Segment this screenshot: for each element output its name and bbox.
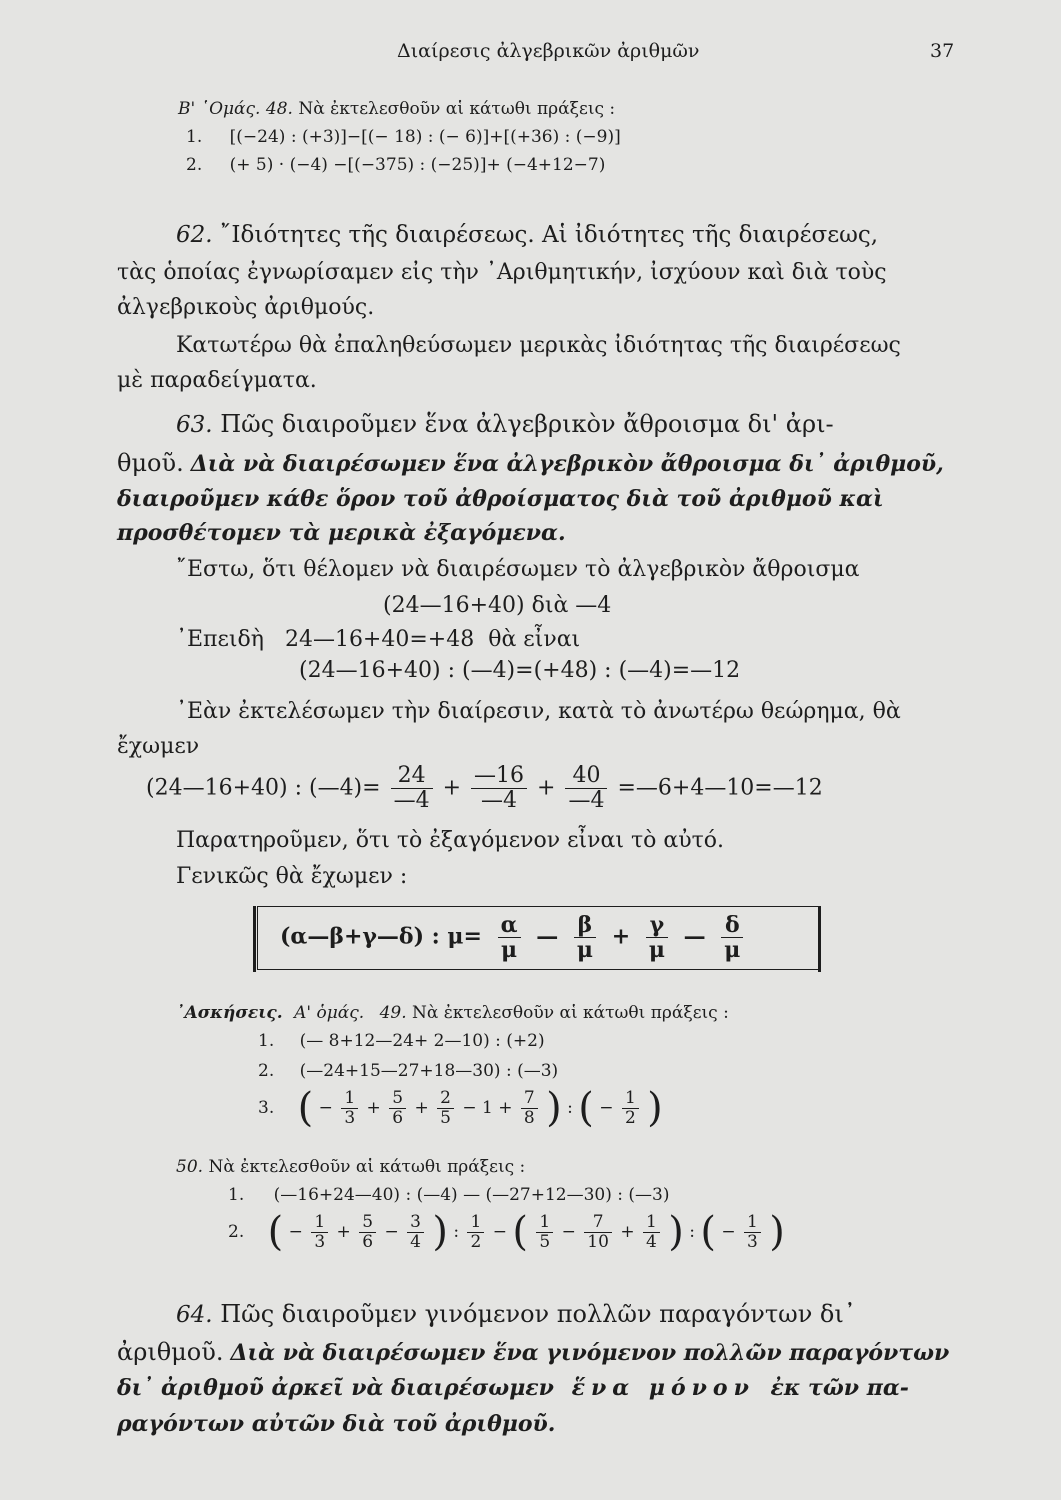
- section-number: 63.: [176, 412, 213, 438]
- fraction: $\frac{7}{8}$: [521, 1089, 538, 1127]
- section-number: 64.: [176, 1302, 213, 1328]
- item-number: 2.: [186, 155, 203, 175]
- fraction: $\frac{40}{—4}$: [565, 764, 607, 813]
- exercise-number: 50.: [176, 1157, 204, 1177]
- item-expression: (+ 5) · (−4) −[(−375) : (−25)]+ (−4+12−7): [229, 155, 606, 175]
- rule-part: ἐκ τῶν πα-: [770, 1375, 909, 1401]
- item-expression: (—24+15—27+18—30) : (—3): [299, 1061, 559, 1081]
- fraction: $\frac{\beta}{\mu}$: [574, 913, 596, 962]
- minus-sign: —: [683, 923, 706, 950]
- generalization-line: Γενικῶς θὰ ἔχωμεν :: [176, 864, 408, 889]
- section-title-cont: θμοῦ.: [117, 449, 184, 477]
- fraction: $\frac{1}{2}$: [622, 1089, 639, 1127]
- exercise-item: [186, 155, 605, 175]
- example-line: ῎Εστω, ὅτι θέλομεν νὰ διαιρέσωμεν τὸ ἀλγεβρικὸν ἄθροισμα: [176, 557, 860, 582]
- plus-sign: +: [442, 775, 462, 801]
- fraction: $\frac{1}{3}$: [744, 1213, 761, 1251]
- division-equation: [146, 764, 823, 813]
- section-title: ῎Ιδιότητες τῆς διαιρέσεως.: [219, 222, 535, 248]
- fraction: $\frac{3}{4}$: [407, 1213, 424, 1251]
- item-number: 2.: [228, 1222, 245, 1242]
- plus-sign: +: [537, 775, 556, 801]
- section-62-line2: τὰς ὁποίας ἐγνωρίσαμεν εἰς τὴν ᾽Αριθμητικήν, ἰσχύουν καὶ διὰ τοὺς: [117, 260, 887, 285]
- exercise-instruction: Νὰ ἐκτελεσθοῦν αἱ κάτωθι πράξεις :: [298, 99, 616, 119]
- section-62-line3: ἀλγεβρικοὺς ἀριθμούς.: [117, 295, 375, 320]
- formula-lhs: (α—β+γ—δ) : μ=: [280, 923, 482, 950]
- rule-text: ραγόντων αὐτῶν διὰ τοῦ ἀριθμοῦ.: [117, 1411, 556, 1437]
- formula-box-edge: [818, 906, 821, 972]
- observation-line: Παρατηροῦμεν, ὅτι τὸ ἐξαγόμενον εἶναι τὸ αὐτό.: [176, 828, 725, 853]
- formula-box-edge: [253, 906, 256, 972]
- exercise-item-fractions: 2. ( − $\frac{1}{3}$ + $\frac{5}{6}$ − $\frac{3}{4}$ ) : $\frac{1}{2}$ − ( $\frac{1}{5}$ − $\frac{7}{10}$ + $\frac{1}{4}$ ) : ( − $\frac{1}{3}$ ): [228, 1209, 785, 1255]
- item-number: 3.: [258, 1098, 275, 1118]
- fraction: $\frac{\delta}{\mu}$: [721, 913, 743, 962]
- section-title-cont: ἀριθμοῦ.: [117, 1338, 224, 1366]
- example-line: ἔχωμεν: [117, 734, 200, 759]
- section-63-title-line2: [117, 451, 944, 476]
- exercises-label: ᾽Ασκήσεις.: [176, 1003, 283, 1023]
- integer-term: 1: [481, 1098, 493, 1118]
- example-expression: (24—16+40) : (—4)=(+48) : (—4)=—12: [299, 658, 741, 683]
- minus-sign: —: [536, 923, 559, 950]
- section-title: Πῶς διαιροῦμεν ἕνα ἀλγεβρικὸν ἄθροισμα δι' ἀρι-: [220, 410, 834, 438]
- fraction: $\frac{1}{2}$: [467, 1213, 484, 1251]
- fraction: $\frac{5}{6}$: [389, 1089, 406, 1127]
- exercise-item: [228, 1185, 670, 1205]
- plus-sign: +: [611, 923, 631, 950]
- exercise-item: [258, 1061, 558, 1081]
- general-formula: [280, 913, 751, 962]
- section-63-title-line1: [176, 412, 834, 437]
- exercise-50-heading: [176, 1157, 525, 1177]
- equation-rhs: =—6+4—10=—12: [617, 775, 823, 801]
- rule-text: διαιροῦμεν κάθε ὅρον τοῦ ἀθροίσματος διὰ τοῦ ἀριθμοῦ καὶ: [117, 486, 884, 512]
- item-number: 1.: [258, 1031, 275, 1051]
- fraction: $\frac{1}{5}$: [536, 1213, 553, 1251]
- fraction: $\frac{\alpha}{\mu}$: [498, 913, 521, 962]
- fraction: $\frac{7}{10}$: [584, 1213, 612, 1251]
- item-expression: (— 8+12—24+ 2—10) : (+2): [299, 1031, 545, 1051]
- section-title: Πῶς διαιροῦμεν γινόμενον πολλῶν παραγόντων δι᾽: [220, 1300, 856, 1328]
- item-expression: [(−24) : (+3)]−[(− 18) : (− 6)]+[(+36) : (−9)]: [229, 127, 621, 147]
- exercise-number: 48.: [265, 99, 293, 119]
- rule-part: δι᾽ ἀριθμοῦ ἀρκεῖ νὰ διαιρέσωμεν: [117, 1375, 554, 1401]
- section-number: 62.: [176, 222, 213, 248]
- exercises-group: Α' ὁμάς.: [294, 1003, 365, 1023]
- section-text: Αἱ ἰδιότητες τῆς διαιρέσεως,: [541, 222, 879, 248]
- rule-text: Διὰ νὰ διαιρέσωμεν ἕνα γινόμενον πολλῶν παραγόντων: [230, 1340, 950, 1366]
- rule-text: προσθέτομεν τὰ μερικὰ ἐξαγόμενα.: [117, 520, 566, 546]
- exercise-item: [186, 127, 621, 147]
- page-number: 37: [930, 40, 955, 62]
- item-expression: (—16+24—40) : (—4) — (—27+12—30) : (—3): [273, 1185, 670, 1205]
- equation-lhs: (24—16+40) : (—4)=: [146, 775, 381, 801]
- example-line: ᾽Εὰν ἐκτελέσωμεν τὴν διαίρεσιν, κατὰ τὸ ἀνωτέρω θεώρημα, θὰ: [176, 699, 901, 724]
- rule-emphasis: ἕνα μόνον: [571, 1375, 755, 1401]
- rule-text: [117, 1377, 909, 1399]
- section-62-line1: [176, 224, 878, 247]
- fraction: $\frac{1}{3}$: [341, 1089, 358, 1127]
- exercise-item: [258, 1031, 545, 1051]
- item-number: 2.: [258, 1061, 275, 1081]
- fraction: $\frac{5}{6}$: [359, 1213, 376, 1251]
- fraction: $\frac{—16}{—4}$: [471, 764, 527, 813]
- section-64-title-line1: [176, 1302, 856, 1327]
- exercises-heading: [176, 1003, 729, 1023]
- example-expression: (24—16+40) διὰ —4: [383, 593, 612, 618]
- group-b-heading: [178, 99, 615, 119]
- fraction: $\frac{2}{5}$: [437, 1089, 454, 1127]
- running-header: Διαίρεσις ἀλγεβρικῶν ἀριθμῶν: [397, 40, 700, 62]
- exercise-instruction: Νὰ ἐκτελεσθοῦν αἱ κάτωθι πράξεις :: [208, 1157, 526, 1177]
- fraction: $\frac{24}{—4}$: [391, 764, 433, 813]
- exercise-instruction: Νὰ ἐκτελεσθοῦν αἱ κάτωθι πράξεις :: [412, 1003, 729, 1023]
- exercise-number: 49.: [379, 1003, 407, 1023]
- exercise-item-fractions: 3. ( − $\frac{1}{3}$ + $\frac{5}{6}$ + $\frac{2}{5}$ − 1 + $\frac{7}{8}$ ) : ( − $\frac{1}{2}$ ): [258, 1085, 663, 1131]
- fraction: $\frac{1}{4}$: [643, 1213, 660, 1251]
- section-62-line5: μὲ παραδείγματα.: [117, 368, 317, 393]
- section-64-title-line2: [117, 1340, 949, 1365]
- section-62-line4: Κατωτέρω θὰ ἐπαληθεύσωμεν μερικὰς ἰδιότητας τῆς διαιρέσεως: [176, 333, 901, 358]
- fraction: $\frac{1}{3}$: [311, 1213, 328, 1251]
- item-number: 1.: [228, 1185, 245, 1205]
- rule-text: Διὰ νὰ διαιρέσωμεν ἕνα ἀλγεβρικὸν ἄθροισμα δι᾽ ἀριθμοῦ,: [190, 451, 944, 477]
- group-b-label: Β' ῾Ομάς.: [178, 99, 261, 119]
- fraction: $\frac{\gamma}{\mu}$: [646, 913, 668, 962]
- item-number: 1.: [186, 127, 203, 147]
- example-line: ᾽Επειδὴ 24—16+40=+48 θὰ εἶναι: [176, 627, 581, 652]
